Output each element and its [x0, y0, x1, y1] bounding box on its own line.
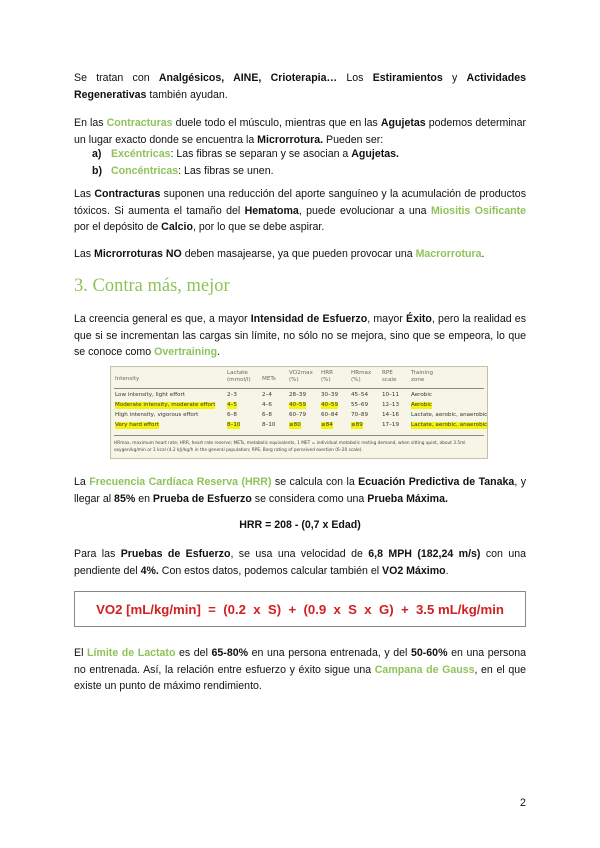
- table-rule: [114, 435, 484, 436]
- table-cell: 10–11: [382, 392, 400, 398]
- bold-text: Estiramientos: [372, 72, 443, 84]
- text: La creencia general es que, a mayor: [74, 313, 251, 325]
- text: en: [135, 492, 153, 505]
- table-cell: 55–69: [351, 402, 369, 408]
- list-item: [92, 146, 399, 163]
- text: , y llegar al: [74, 476, 526, 505]
- text: deben masajearse, ya que pueden provocar una: [181, 248, 416, 260]
- table-cell: 45–54: [351, 392, 369, 398]
- table-cell: 60–84: [321, 412, 339, 418]
- table-cell: 2–4: [262, 392, 272, 398]
- bold-text: Microrroturas NO: [94, 248, 182, 260]
- highlighted-term: Overtraining: [154, 346, 218, 358]
- bold-text: Microrrotura.: [257, 133, 324, 146]
- table-cell: 14–16: [382, 412, 400, 418]
- text: duele todo el músculo, mientras que en las: [172, 117, 381, 129]
- highlighted-term: Macrorrotura: [415, 248, 482, 260]
- text: Para las: [74, 548, 121, 560]
- table-header-line: (mmol/l): [227, 377, 251, 383]
- table-cell: High intensity, vigorous effort: [115, 412, 199, 418]
- table-cell-highlighted: Moderate intensity, moderate effort: [115, 402, 216, 408]
- page-number: 2: [520, 797, 526, 809]
- paragraph-hematoma: [74, 186, 526, 236]
- paragraph-overtraining: [74, 311, 526, 361]
- list-marker: a): [92, 148, 102, 160]
- text: , se usa una velocidad de: [230, 548, 369, 560]
- text: , por lo que se debe aspirar.: [192, 221, 325, 233]
- text: .: [445, 564, 449, 577]
- bold-text: Calcio: [161, 221, 193, 233]
- text: podemos determinar un lugar exacto donde se encuentra la: [74, 117, 526, 146]
- table-cell-highlighted: 8–10: [227, 422, 241, 428]
- text: En las: [74, 117, 107, 129]
- table-header-line: Lactate: [227, 370, 248, 376]
- table-cell-highlighted: 4–5: [227, 402, 237, 408]
- table-cell-highlighted: 40–59: [289, 402, 307, 408]
- text: se considera como una: [251, 492, 368, 505]
- table-cell: Lactate, aerobic, anaerobic: [411, 412, 488, 418]
- table-cell: 28–39: [289, 392, 307, 398]
- table-header-line: zone: [411, 377, 425, 383]
- table-cell: 17–19: [382, 422, 400, 428]
- list-item: [92, 163, 399, 180]
- bold-text: 85%: [114, 492, 136, 505]
- text: en una persona no entrenada. Así, la relación entre esfuerzo y éxito sigue una: [74, 647, 527, 676]
- text: Los: [337, 72, 373, 84]
- type-list: [92, 146, 399, 179]
- bold-text: Hematoma: [244, 204, 299, 217]
- bold-text: Pruebas de Esfuerzo: [120, 548, 231, 560]
- highlighted-term: Límite de Lactato: [87, 647, 176, 659]
- bold-text: 50-60%: [410, 647, 448, 659]
- list-marker: b): [92, 164, 102, 177]
- text: Pueden ser:: [323, 133, 384, 146]
- table-cell: 2–3: [227, 392, 237, 398]
- text: Se tratan con: [74, 72, 159, 84]
- bold-text: Éxito: [406, 313, 432, 325]
- table-cell: 30–39: [321, 392, 339, 398]
- section-heading: 3. Contra más, mejor: [74, 276, 230, 296]
- table-header-line: (%): [289, 377, 299, 383]
- text: con una pendiente del: [74, 548, 527, 577]
- text: .: [217, 346, 221, 358]
- table-cell: 70–89: [351, 412, 369, 418]
- text: por el depósito de: [74, 221, 162, 233]
- table-cell-highlighted: ≥89: [351, 422, 363, 428]
- table-rule: [114, 388, 484, 389]
- bold-text: Agujetas.: [351, 148, 399, 160]
- table-cell-highlighted: 40–59: [321, 402, 339, 408]
- bold-text: Contracturas: [94, 188, 161, 200]
- table-header: Intensity: [115, 376, 140, 382]
- paragraph-contracturas: [74, 115, 526, 148]
- table-footnote: HRmax, maximum heart rate; HRR, heart rate reserve; METs, metabolic equivalents, 1 MET = individual metabolic resting demand, when sitting quiet, about 3.5ml oxygen/kg/min or 1 kcal (4.2 kJ)/kg/h in the general population; RPE, Borg rating of perceived exertion (6–20 scale).: [114, 441, 466, 453]
- text: La: [74, 476, 90, 488]
- paragraph-treatment: [74, 70, 526, 103]
- paragraph-microrroturas: [74, 246, 526, 263]
- intensity-table: [110, 366, 488, 459]
- table-cell-highlighted: ≥84: [321, 422, 333, 428]
- bold-text: Agujetas: [380, 117, 426, 129]
- highlighted-term: Concéntricas: [111, 164, 179, 177]
- table-cell-highlighted: Aerobic: [411, 402, 432, 408]
- table-header-line: VO2max: [289, 370, 313, 376]
- text: también ayudan.: [146, 88, 228, 101]
- text: es del: [175, 647, 212, 659]
- table-header-line: scale: [382, 377, 397, 383]
- text: , pero la realidad es que si se incrementan las cargas sin límite, no sólo no se mejora, sino que se empeora, lo que se conoce como: [74, 313, 526, 358]
- table-header-line: (%): [351, 377, 361, 383]
- table-header-line: (%): [321, 377, 331, 383]
- bold-text: Intensidad de Esfuerzo: [250, 313, 368, 325]
- paragraph-hrr: [74, 474, 526, 507]
- bold-text: Actividades Regenerativas: [74, 72, 527, 101]
- table-header-line: Training: [411, 370, 434, 376]
- table-header: [289, 370, 313, 384]
- table-cell: Aerobic: [411, 392, 432, 398]
- table-header-line: RPE: [382, 370, 393, 376]
- highlighted-term: Campana de Gauss: [374, 663, 475, 676]
- table-cell: 12–13: [382, 402, 400, 408]
- text: Con estos datos, podemos calcular también el: [158, 564, 383, 577]
- bold-text: 65-80%: [211, 647, 249, 659]
- text: , puede evolucionar a una: [298, 204, 431, 217]
- table-header: [321, 370, 333, 384]
- table-header-line: HRR: [321, 370, 333, 376]
- text: suponen una reducción del aporte sanguíneo y la acumulación de productos tóxicos. Si aumenta el tamaño del: [74, 188, 526, 217]
- bold-text: 4%.: [140, 564, 159, 577]
- highlighted-term: Contracturas: [106, 117, 173, 129]
- table-cell: 6–8: [227, 412, 237, 418]
- paragraph-pruebas: [74, 546, 526, 579]
- bold-text: Analgésicos, AINE, Crioterapia…: [158, 72, 338, 84]
- table-cell-highlighted: ≥80: [289, 422, 301, 428]
- table-cell: Low intensity, light effort: [115, 392, 185, 398]
- highlighted-term: Excéntricas: [111, 148, 171, 160]
- table-cell: 60–79: [289, 412, 307, 418]
- bold-text: Prueba de Esfuerzo: [152, 492, 252, 505]
- text: : Las fibras se separan y se asocian a: [170, 148, 352, 160]
- bold-text: Ecuación Predictiva de Tanaka: [358, 476, 515, 488]
- table-cell: 6–8: [262, 412, 272, 418]
- vo2-formula-box: VO2 [mL/kg/min] = (0.2 x S) + (0.9 x S x G) + 3.5 mL/kg/min: [74, 591, 526, 627]
- table-header-line: HRmax: [351, 370, 372, 376]
- text: , mayor: [367, 313, 406, 325]
- table-header: [382, 370, 396, 384]
- table-header: [227, 370, 251, 384]
- bold-text: 6,8 MPH (182,24 m/s): [368, 548, 481, 560]
- table-header: METs: [262, 376, 276, 382]
- hrr-formula: HRR = 208 - (0,7 x Edad): [239, 519, 361, 531]
- table-header: [351, 370, 371, 384]
- table-cell-highlighted: Lactate, aerobic, anaerobic: [411, 422, 488, 428]
- text: , en el que existe un punto de máximo rendimiento.: [74, 663, 526, 692]
- table-cell: 4–6: [262, 402, 272, 408]
- table-header: [411, 370, 433, 384]
- text: Las: [74, 248, 95, 260]
- highlighted-term: Miositis Osificante: [430, 204, 526, 217]
- text: y: [442, 72, 467, 84]
- text: en una persona entrenada, y del: [248, 647, 411, 659]
- text: Las: [74, 188, 95, 200]
- paragraph-lactato: [74, 645, 526, 695]
- text: : Las fibras se unen.: [178, 164, 274, 177]
- bold-text: Prueba Máxima.: [367, 492, 448, 505]
- table-cell: 8–10: [262, 422, 276, 428]
- text: se calcula con la: [271, 476, 359, 488]
- highlighted-term: Frecuencia Cardíaca Reserva (HRR): [89, 476, 272, 488]
- text: .: [481, 248, 485, 260]
- text: El: [74, 647, 88, 659]
- table-cell-highlighted: Very hard effort: [115, 422, 159, 428]
- bold-text: VO2 Máximo: [382, 564, 446, 577]
